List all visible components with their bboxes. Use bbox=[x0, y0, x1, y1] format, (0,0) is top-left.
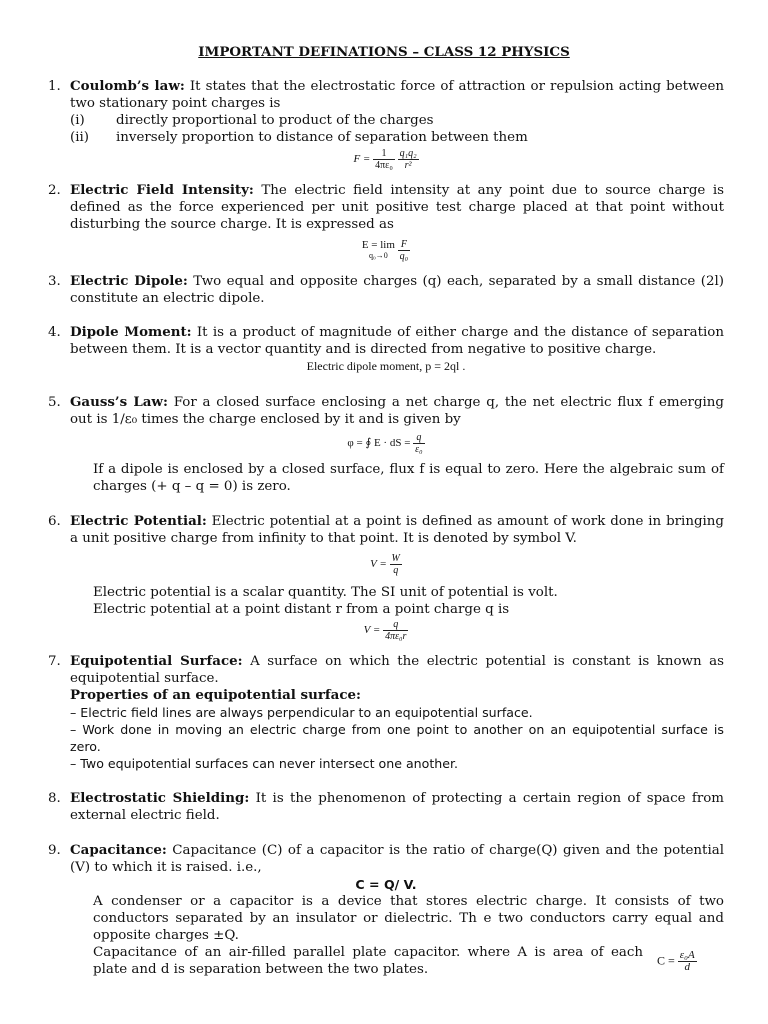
definition-text: It states that the electrostatic force of attraction or repulsion acting between two stationary point charges is bbox=[70, 79, 724, 111]
numerator: F bbox=[398, 239, 410, 251]
item-number: 3. bbox=[48, 274, 61, 289]
item-number: 4. bbox=[48, 325, 61, 340]
denominator: ε₀ bbox=[415, 444, 423, 455]
coulomb-formula bbox=[48, 148, 724, 171]
fraction bbox=[678, 950, 697, 973]
denominator: r² bbox=[404, 160, 412, 171]
dipole-formula: Electric dipole moment, p = 2ql . bbox=[306, 359, 466, 373]
fraction bbox=[383, 619, 408, 642]
item-number: 7. bbox=[48, 654, 61, 669]
property-item: – Electric field lines are always perpendicular to an equipotential surface. bbox=[70, 705, 533, 720]
definition-text: A surface on which the electric potential is constant is known as equipotential surface. bbox=[70, 654, 724, 686]
definition-capacitance bbox=[48, 842, 724, 978]
potential-formula bbox=[48, 553, 724, 576]
capacitance-formula: C = Q/ V. bbox=[355, 877, 417, 892]
field-formula bbox=[48, 239, 724, 262]
formula-lhs: V = bbox=[363, 624, 381, 637]
term: Gauss’s Law: bbox=[70, 394, 168, 410]
denominator: d bbox=[684, 960, 690, 973]
numerator: W bbox=[391, 553, 400, 564]
definition-equipotential-surface bbox=[48, 653, 724, 772]
definition-text: Two equal and opposite charges (q) each, separated by a small distance (2l) constitute an electric dipole. bbox=[70, 274, 724, 306]
item-number: 8. bbox=[48, 791, 61, 806]
definition-dipole-moment bbox=[48, 324, 724, 372]
potential-note: Electric potential at a point distant r from a point charge q is bbox=[93, 602, 510, 617]
numerator: q bbox=[413, 432, 424, 444]
formula-lhs: V = bbox=[370, 558, 387, 571]
sub-roman: (ii) bbox=[70, 130, 90, 145]
definition-electric-potential bbox=[48, 513, 724, 642]
parallel-plate-formula bbox=[657, 950, 697, 973]
denominator: q₀ bbox=[399, 251, 409, 262]
definition-text: It is the phenomenon of protecting a certain region of space from external electric field. bbox=[70, 791, 724, 823]
definition-text: The electric field intensity at any point due to source charge is defined as the force experienced per unit positive test charge placed at that point without disturbing the source charge. It is expressed as bbox=[70, 183, 724, 232]
fraction bbox=[373, 148, 395, 171]
definition-text: For a closed surface enclosing a net charge q, the net electric flux f emerging out is 1/ε₀ times the charge enclosed by it and is given by bbox=[70, 395, 724, 427]
term: Capacitance: bbox=[70, 842, 167, 858]
definition-electrostatic-shielding bbox=[48, 790, 724, 824]
point-charge-potential-formula bbox=[48, 619, 724, 642]
fraction bbox=[398, 148, 419, 171]
property-item: – Two equipotential surfaces can never intersect one another. bbox=[70, 756, 459, 771]
sub-text: inversely proportion to distance of separation between them bbox=[116, 130, 528, 145]
definition-electric-dipole bbox=[48, 273, 724, 307]
fraction bbox=[390, 553, 402, 576]
definition-text: Electric potential at a point is defined as amount of work done in bringing a unit positive charge from infinity to that point. It is denoted by symbol V. bbox=[70, 514, 724, 546]
denominator: 4πε₀ bbox=[375, 160, 393, 171]
definition-gauss-law bbox=[48, 394, 724, 495]
numerator: 1 bbox=[373, 148, 395, 160]
fraction bbox=[413, 432, 424, 455]
page-title: IMPORTANT DEFINATIONS – CLASS 12 PHYSICS bbox=[198, 44, 570, 60]
properties-heading: Properties of an equipotential surface: bbox=[70, 687, 361, 703]
parallel-plate-note: Capacitance of an air-filled parallel plate capacitor. where A is area of each plate and d is separation between the two plates. bbox=[93, 945, 643, 977]
gauss-formula bbox=[48, 432, 724, 455]
item-number: 5. bbox=[48, 395, 61, 410]
potential-note: Electric potential is a scalar quantity. The SI unit of potential is volt. bbox=[93, 585, 558, 600]
term: Equipotential Surface: bbox=[70, 653, 243, 669]
term: Electrostatic Shielding: bbox=[70, 790, 250, 806]
definition-coulombs-law bbox=[48, 78, 724, 171]
property-item: – Work done in moving an electric charge from one point to another on an equipotential surface is zero. bbox=[70, 722, 724, 754]
term: Electric Dipole: bbox=[70, 273, 188, 289]
term: Electric Field Intensity: bbox=[70, 182, 254, 198]
term: Coulomb’s law: bbox=[70, 78, 185, 94]
formula-lhs: E = lim bbox=[361, 239, 395, 251]
numerator: q bbox=[383, 619, 408, 631]
definition-text: It is a product of magnitude of either charge and the distance of separation between them. It is a vector quantity and is directed from negative to positive charge. bbox=[70, 325, 724, 357]
gauss-note: If a dipole is enclosed by a closed surface, flux f is equal to zero. Here the algebraic sum of charges (+ q – q = 0) is zero. bbox=[93, 462, 724, 494]
definition-text: Capacitance (C) of a capacitor is the ratio of charge(Q) given and the potential (V) to which it is raised. i.e., bbox=[70, 843, 724, 875]
definition-electric-field-intensity bbox=[48, 182, 724, 262]
parallel-plate-row bbox=[93, 944, 724, 978]
item-number: 6. bbox=[48, 514, 61, 529]
item-number: 2. bbox=[48, 183, 61, 198]
sub-roman: (i) bbox=[70, 113, 85, 128]
item-number: 1. bbox=[48, 79, 61, 94]
formula-lhs: F = bbox=[353, 153, 371, 166]
item-number: 9. bbox=[48, 843, 61, 858]
capacitor-note: A condenser or a capacitor is a device that stores electric charge. It consists of two conductors separated by an insulator or dielectric. Th e two conductors carry equal and opposite charges ±Q. bbox=[93, 894, 724, 943]
term: Electric Potential: bbox=[70, 513, 207, 529]
term: Dipole Moment: bbox=[70, 324, 192, 340]
numerator: q₁q₂ bbox=[399, 148, 417, 159]
sub-text: directly proportional to product of the charges bbox=[116, 113, 434, 128]
limit-subscript: q₀→0 bbox=[368, 251, 388, 260]
fraction bbox=[398, 239, 410, 262]
denominator: 4πε₀r bbox=[385, 631, 407, 642]
denominator: q bbox=[393, 565, 399, 576]
formula-lhs: C = bbox=[657, 952, 675, 967]
formula-lhs: φ = ∮ E · dS = bbox=[347, 437, 411, 450]
numerator: ε₀A bbox=[679, 948, 695, 961]
